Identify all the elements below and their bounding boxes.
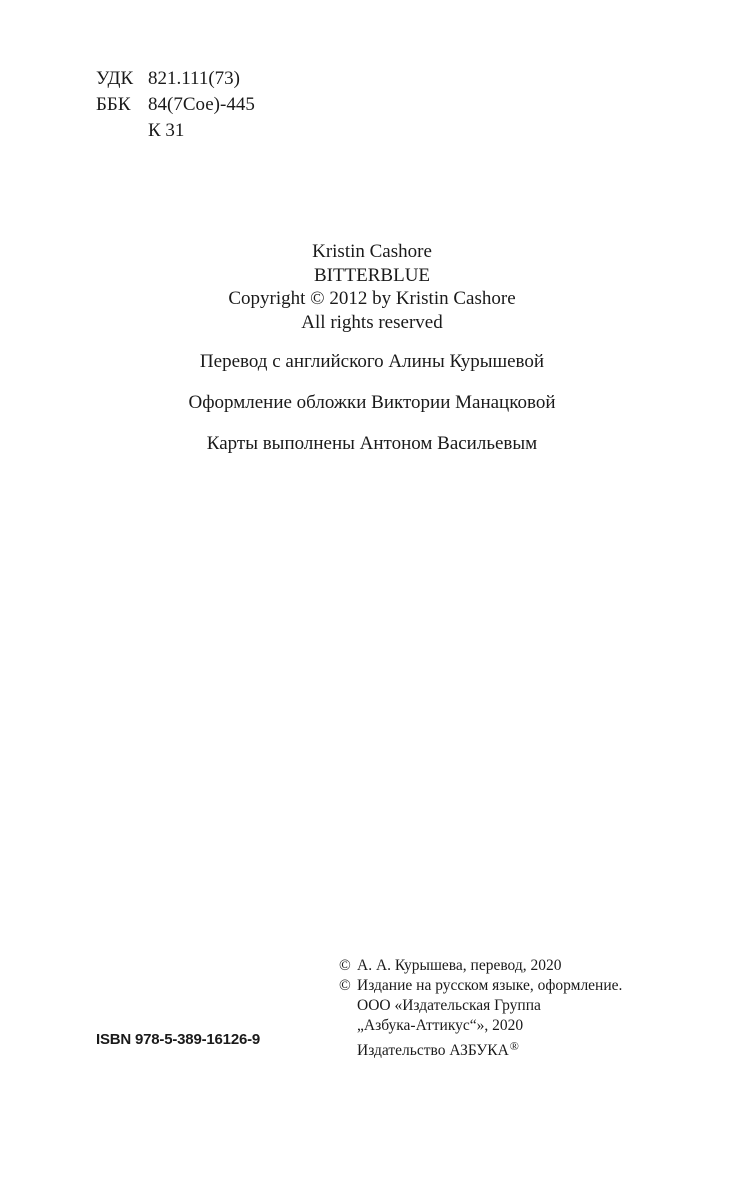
original-title: BITTERBLUE — [313, 264, 431, 286]
translation-copyright: А. А. Курышева, перевод, 2020 — [357, 957, 562, 974]
isbn: ISBN 978-5-389-16126-9 — [96, 1031, 261, 1048]
classification-codes — [96, 66, 255, 144]
copyright-symbol: © — [339, 977, 351, 994]
copyright-line: Copyright © 2012 by Kristin Cashore — [228, 288, 516, 309]
udk-label: УДК — [96, 68, 134, 89]
publisher-group-line: ООО «Издательская Группа — [357, 997, 541, 1014]
udk-value: 821.111(73) — [148, 68, 240, 89]
copyright-symbol: © — [339, 957, 351, 974]
edition-copyright: Издание на русском языке, оформление. — [357, 977, 623, 994]
publisher-name-line: „Азбука-Аттикус“», 2020 — [357, 1017, 524, 1034]
bbk-value: 84(7Сое)-445 — [148, 94, 255, 115]
bbk-row — [96, 92, 255, 118]
rights-reserved: All rights reserved — [301, 311, 443, 333]
publishing-house-line — [339, 1036, 622, 1061]
bbk-label: ББК — [96, 94, 131, 115]
copyright-notices — [339, 956, 622, 1061]
author-mark-spacer — [96, 118, 148, 144]
author-mark-row — [96, 118, 255, 144]
registered-trademark-icon: ® — [509, 1039, 519, 1053]
author-mark: К 31 — [148, 120, 185, 141]
cover-design-credit: Оформление обложки Виктории Манацковой — [188, 392, 556, 413]
rights-block — [0, 240, 744, 334]
copyright-notice-edition — [339, 976, 622, 996]
translation-credit: Перевод с английского Алины Курышевой — [199, 351, 545, 372]
original-author: Kristin Cashore — [312, 241, 432, 262]
udk-row — [96, 66, 255, 92]
copyright-notice-translation — [339, 956, 622, 976]
publishing-house-name: Издательство АЗБУКА — [357, 1042, 509, 1059]
maps-credit: Карты выполнены Антоном Васильевым — [206, 433, 538, 454]
